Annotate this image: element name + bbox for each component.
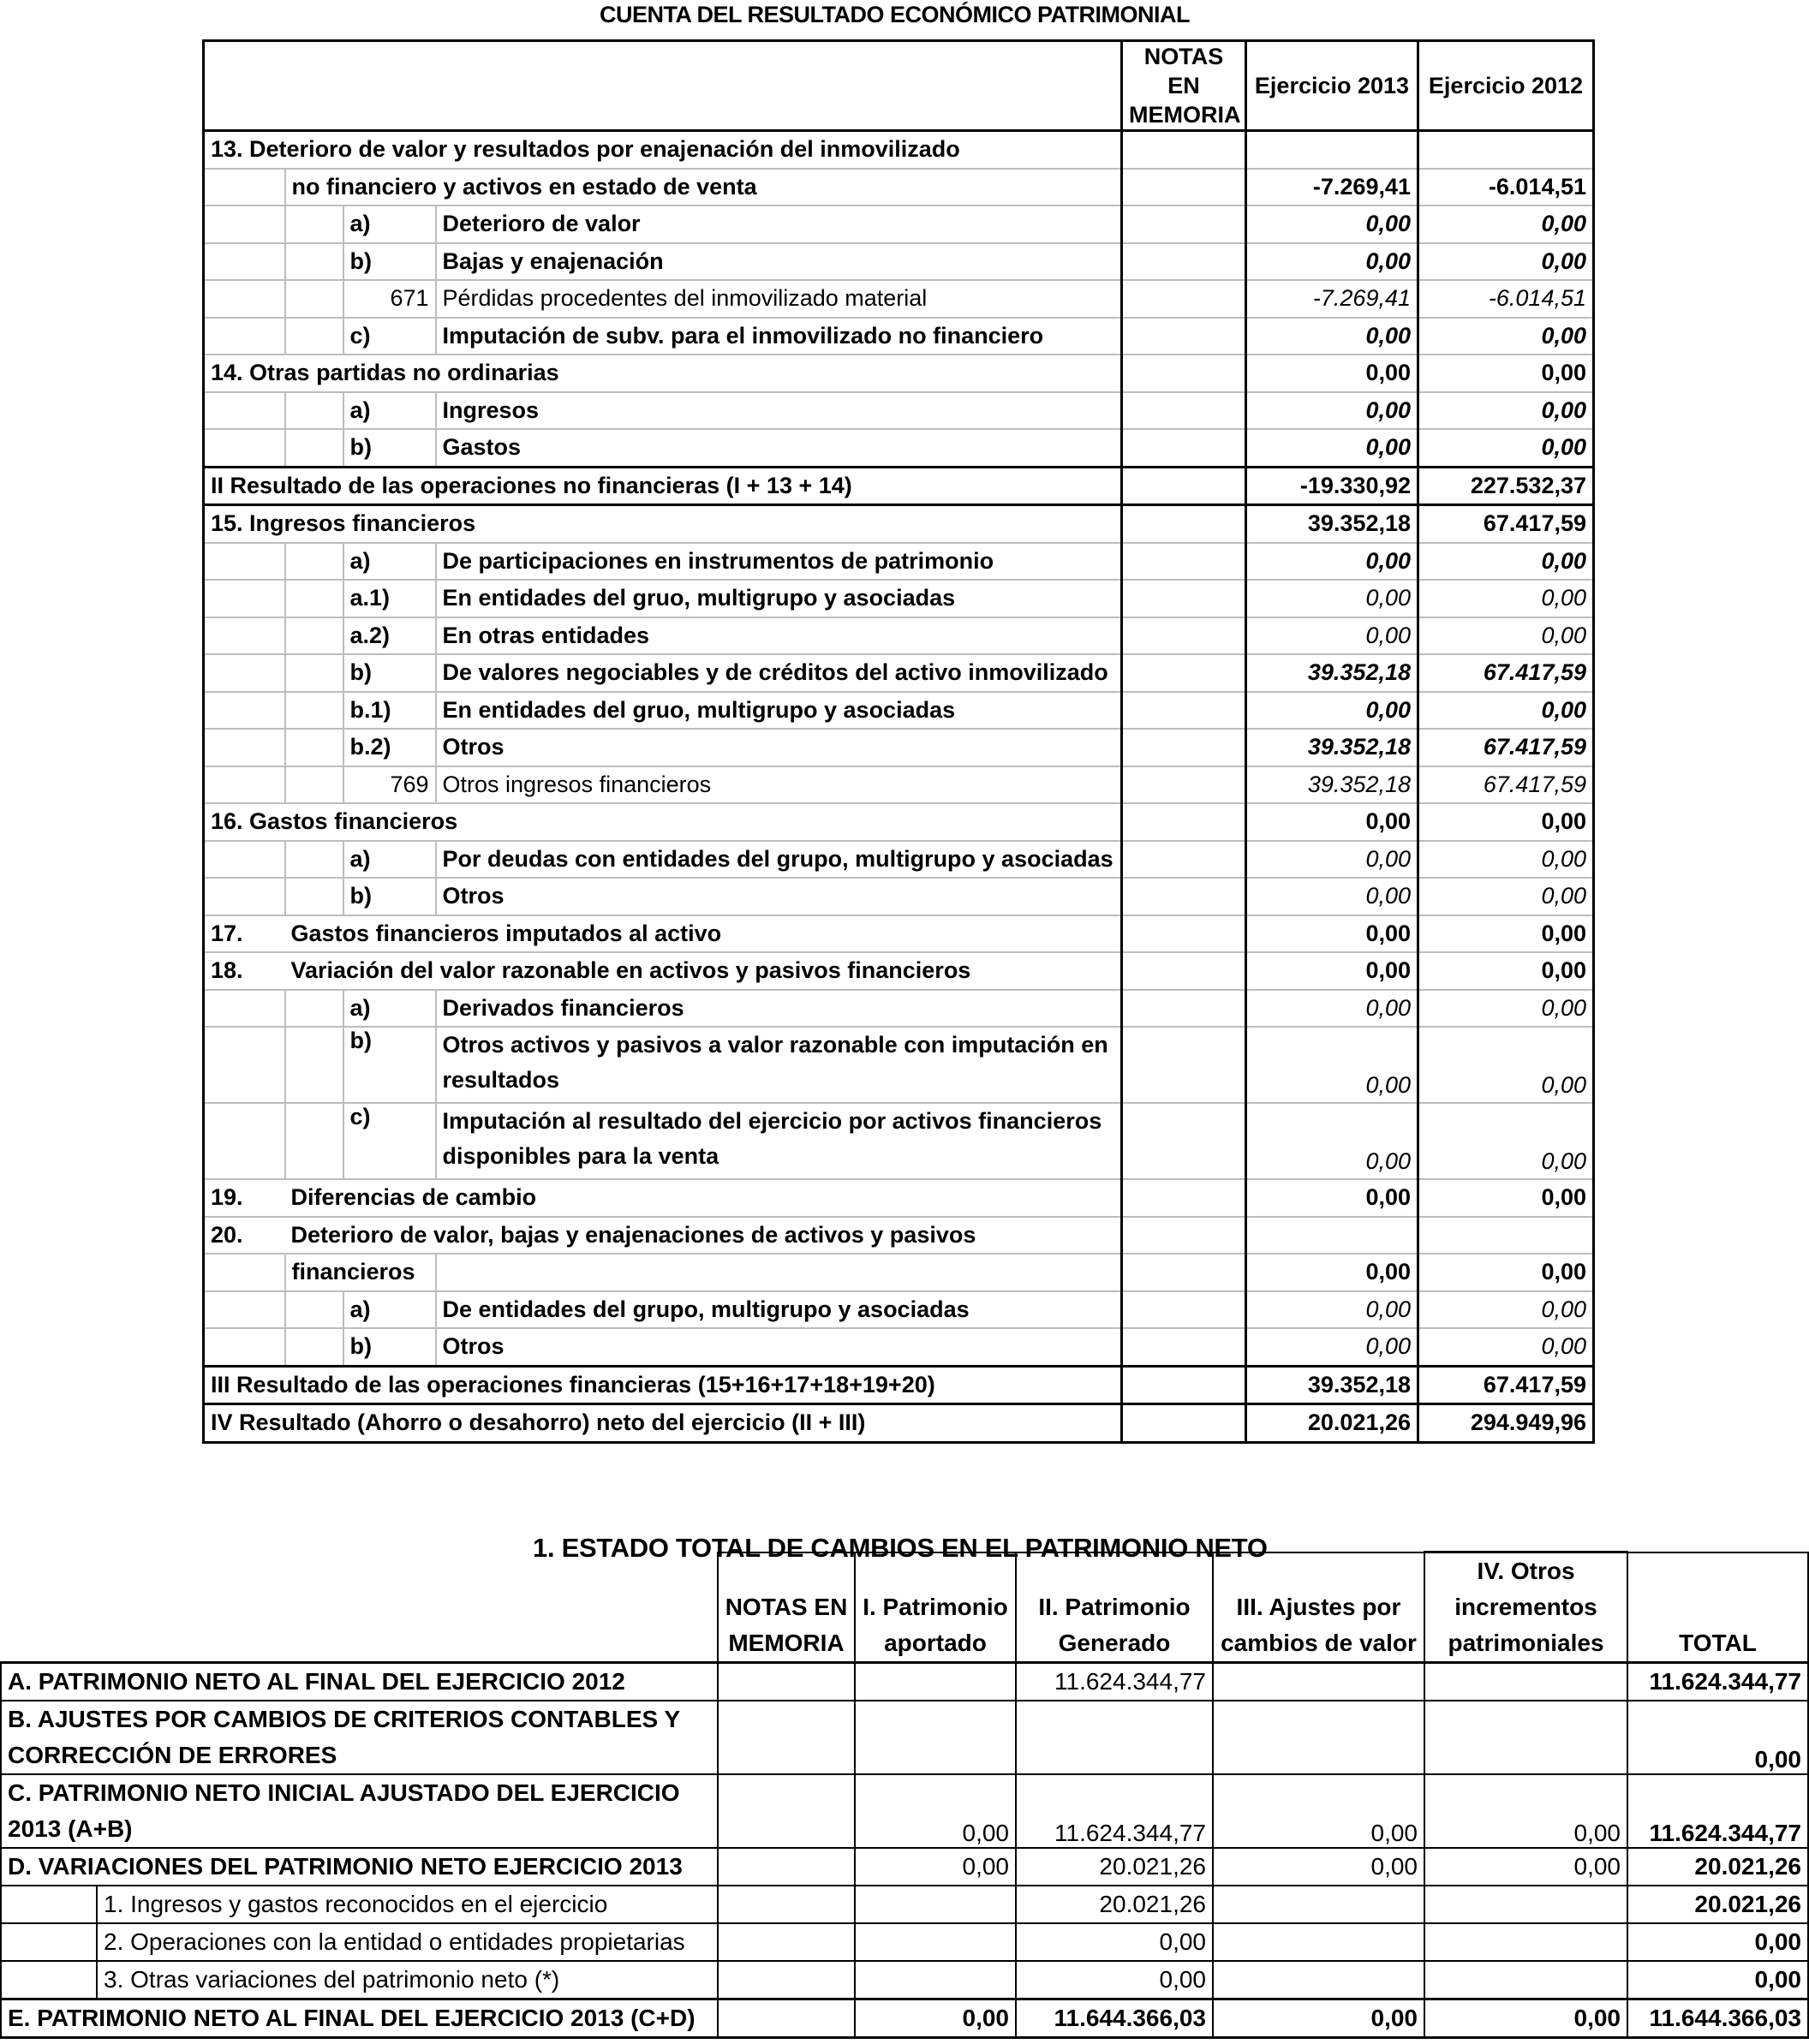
table-row bbox=[204, 580, 1594, 617]
value-2012: 0,00 bbox=[1418, 803, 1594, 841]
row-key: b) bbox=[343, 654, 436, 692]
table-row bbox=[204, 766, 1594, 804]
table-row bbox=[204, 841, 1594, 879]
row-key: a) bbox=[343, 841, 436, 879]
estado-title: 1. ESTADO TOTAL DE CAMBIOS EN EL PATRIMONIO NETO bbox=[533, 1533, 1268, 1563]
value-2013: 0,00 bbox=[1246, 990, 1418, 1028]
value-2012: 0,00 bbox=[1418, 355, 1594, 392]
value-2013: 39.352,18 bbox=[1246, 654, 1418, 692]
value-otros-incrementos: 0,00 bbox=[1424, 1999, 1627, 2038]
table-row-subtotal bbox=[204, 1366, 1594, 1404]
table-row bbox=[204, 206, 1594, 243]
row-label: B. AJUSTES POR CAMBIOS DE CRITERIOS CONTABLES Y CORRECCIÓN DE ERRORES bbox=[1, 1701, 718, 1774]
row-label: no financiero y activos en estado de venta bbox=[285, 169, 1122, 206]
table-row bbox=[204, 505, 1594, 543]
table-row-total bbox=[204, 1404, 1594, 1443]
row-label: Gastos bbox=[436, 429, 1122, 467]
value-2012: 0,00 bbox=[1418, 243, 1594, 281]
table-row bbox=[204, 429, 1594, 467]
row-label: De participaciones en instrumentos de patrimonio bbox=[436, 543, 1122, 581]
row-label: D. VARIACIONES DEL PATRIMONIO NETO EJERCICIO 2013 bbox=[1, 1848, 718, 1886]
value-total: 11.624.344,77 bbox=[1627, 1663, 1808, 1701]
estado-cambios-table bbox=[0, 1551, 1809, 2039]
row-label: III Resultado de las operaciones financieras (15+16+17+18+19+20) bbox=[204, 1366, 1122, 1404]
value-2013: 20.021,26 bbox=[1246, 1404, 1418, 1443]
row-label: Derivados financieros bbox=[436, 990, 1122, 1028]
table-row bbox=[204, 131, 1594, 169]
value-2012: 0,00 bbox=[1418, 1103, 1594, 1179]
row-label: En entidades del gruo, multigrupo y asociadas bbox=[436, 692, 1122, 730]
row-label: Otros activos y pasivos a valor razonable con imputación en resultados bbox=[436, 1027, 1122, 1103]
row-label: Imputación al resultado del ejercicio por activos financieros disponibles para la venta bbox=[436, 1103, 1122, 1179]
value-patrimonio-generado: 0,00 bbox=[1016, 1923, 1213, 1961]
value-2013: -7.269,41 bbox=[1246, 280, 1418, 318]
value-2012: 0,00 bbox=[1418, 617, 1594, 655]
value-2012: 0,00 bbox=[1418, 1328, 1594, 1366]
value-total: 0,00 bbox=[1627, 1961, 1808, 1999]
value-2012: 67.417,59 bbox=[1418, 505, 1594, 543]
table-row bbox=[204, 692, 1594, 730]
table-row bbox=[204, 392, 1594, 430]
value-2013: 0,00 bbox=[1246, 952, 1418, 990]
value-2013: 0,00 bbox=[1246, 429, 1418, 467]
row-key: b) bbox=[343, 429, 436, 467]
value-2013: 0,00 bbox=[1246, 243, 1418, 281]
row-key: a.2) bbox=[343, 617, 436, 655]
value-total: 0,00 bbox=[1627, 1701, 1808, 1774]
value-2012: 0,00 bbox=[1418, 841, 1594, 879]
value-2013: 0,00 bbox=[1246, 915, 1418, 953]
row-label: En entidades del gruo, multigrupo y asociadas bbox=[436, 580, 1122, 617]
value-2013: 0,00 bbox=[1246, 355, 1418, 392]
header-notas: NOTAS EN MEMORIA bbox=[718, 1552, 855, 1663]
row-label: 16. Gastos financieros bbox=[204, 803, 1122, 841]
row-key: a.1) bbox=[343, 580, 436, 617]
value-2013: 0,00 bbox=[1246, 692, 1418, 730]
value-2012: 0,00 bbox=[1418, 1254, 1594, 1291]
row-label: Variación del valor razonable en activos y pasivos financieros bbox=[285, 952, 1122, 990]
table-row bbox=[1, 1701, 1808, 1774]
row-label: Por deudas con entidades del grupo, multigrupo y asociadas bbox=[436, 841, 1122, 879]
value-2012: 0,00 bbox=[1418, 915, 1594, 953]
value-2012: 0,00 bbox=[1418, 318, 1594, 355]
table-row bbox=[204, 243, 1594, 281]
value-2013: 0,00 bbox=[1246, 617, 1418, 655]
table-row bbox=[204, 318, 1594, 355]
row-key: a) bbox=[343, 543, 436, 581]
header-patrimonio-aportado: I. Patrimonio aportado bbox=[855, 1552, 1016, 1663]
table-row bbox=[204, 1291, 1594, 1329]
row-label: Gastos financieros imputados al activo bbox=[285, 915, 1122, 953]
value-2012: 0,00 bbox=[1418, 952, 1594, 990]
value-2012: 0,00 bbox=[1418, 392, 1594, 430]
row-key: 17. bbox=[204, 915, 285, 953]
value-total: 20.021,26 bbox=[1627, 1848, 1808, 1886]
row-label: IV Resultado (Ahorro o desahorro) neto del ejercicio (II + III) bbox=[204, 1404, 1122, 1443]
row-label: Bajas y enajenación bbox=[436, 243, 1122, 281]
row-key: c) bbox=[343, 318, 436, 355]
value-patrimonio-generado: 20.021,26 bbox=[1016, 1886, 1213, 1923]
value-total: 11.624.344,77 bbox=[1627, 1774, 1808, 1848]
row-key: b.1) bbox=[343, 692, 436, 730]
table-row bbox=[204, 729, 1594, 766]
row-key: b.2) bbox=[343, 729, 436, 766]
table-row-total bbox=[1, 1999, 1808, 2038]
value-2012: -6.014,51 bbox=[1418, 280, 1594, 318]
row-key: b) bbox=[343, 878, 436, 915]
value-2012: 0,00 bbox=[1418, 878, 1594, 915]
row-label: Imputación de subv. para el inmovilizado no financiero bbox=[436, 318, 1122, 355]
header-notas: NOTAS EN MEMORIA bbox=[1122, 41, 1246, 131]
row-key: 20. bbox=[204, 1217, 285, 1254]
table-row-subtotal bbox=[204, 467, 1594, 505]
value-2013: 0,00 bbox=[1246, 392, 1418, 430]
value-2012: 67.417,59 bbox=[1418, 729, 1594, 766]
table-row bbox=[204, 617, 1594, 655]
row-label: 15. Ingresos financieros bbox=[204, 505, 1122, 543]
value-2013: 0,00 bbox=[1246, 1179, 1418, 1217]
value-2012: 0,00 bbox=[1418, 990, 1594, 1028]
row-label: De valores negociables y de créditos del activo inmovilizado bbox=[436, 654, 1122, 692]
value-2013: 0,00 bbox=[1246, 1291, 1418, 1329]
value-2013: 0,00 bbox=[1246, 1328, 1418, 1366]
value-2013: 0,00 bbox=[1246, 543, 1418, 581]
value-2013: -7.269,41 bbox=[1246, 169, 1418, 206]
value-2013: 39.352,18 bbox=[1246, 1366, 1418, 1404]
table-row bbox=[204, 1179, 1594, 1217]
value-2012: 0,00 bbox=[1418, 692, 1594, 730]
value-2012: 67.417,59 bbox=[1418, 1366, 1594, 1404]
row-label: 13. Deterioro de valor y resultados por enajenación del inmovilizado bbox=[204, 131, 1122, 169]
value-2012: 0,00 bbox=[1418, 206, 1594, 243]
table-row bbox=[1, 1848, 1808, 1886]
value-2013: 0,00 bbox=[1246, 1254, 1418, 1291]
value-2013: 0,00 bbox=[1246, 841, 1418, 879]
value-2012: -6.014,51 bbox=[1418, 169, 1594, 206]
header-total: TOTAL bbox=[1627, 1552, 1808, 1663]
value-patrimonio-generado: 11.644.366,03 bbox=[1016, 1999, 1213, 2038]
table-row bbox=[204, 355, 1594, 392]
cuenta-resultado-table bbox=[202, 39, 1595, 1444]
value-otros-incrementos: 0,00 bbox=[1424, 1848, 1627, 1886]
table-row bbox=[204, 803, 1594, 841]
table-row bbox=[204, 1103, 1594, 1179]
header-otros-incrementos: IV. Otros incrementos patrimoniales bbox=[1424, 1552, 1627, 1663]
row-label: En otras entidades bbox=[436, 617, 1122, 655]
row-label: De entidades del grupo, multigrupo y asociadas bbox=[436, 1291, 1122, 1329]
value-2012: 67.417,59 bbox=[1418, 654, 1594, 692]
header-patrimonio-generado: II. Patrimonio Generado bbox=[1016, 1552, 1213, 1663]
header-ajustes: III. Ajustes por cambios de valor bbox=[1213, 1552, 1424, 1663]
row-label: financieros bbox=[285, 1254, 436, 1291]
value-2013: 0,00 bbox=[1246, 206, 1418, 243]
row-key: b) bbox=[343, 1328, 436, 1366]
table-row bbox=[204, 915, 1594, 953]
table-header-row bbox=[1, 1552, 1808, 1663]
value-total: 20.021,26 bbox=[1627, 1886, 1808, 1923]
value-ajustes: 0,00 bbox=[1213, 1848, 1424, 1886]
cuenta-title: CUENTA DEL RESULTADO ECONÓMICO PATRIMONIAL bbox=[600, 2, 1190, 27]
row-label: 3. Otras variaciones del patrimonio neto (*) bbox=[97, 1961, 718, 1999]
value-2012: 67.417,59 bbox=[1418, 766, 1594, 804]
table-row bbox=[204, 1217, 1594, 1254]
row-key: a) bbox=[343, 206, 436, 243]
value-2013: 0,00 bbox=[1246, 878, 1418, 915]
row-label: Pérdidas procedentes del inmovilizado material bbox=[436, 280, 1122, 318]
value-2012: 0,00 bbox=[1418, 580, 1594, 617]
value-patrimonio-generado: 0,00 bbox=[1016, 1961, 1213, 1999]
value-patrimonio-aportado: 0,00 bbox=[855, 1774, 1016, 1848]
row-label: 1. Ingresos y gastos reconocidos en el ejercicio bbox=[97, 1886, 718, 1923]
value-total: 11.644.366,03 bbox=[1627, 1999, 1808, 2038]
table-row bbox=[204, 1328, 1594, 1366]
row-label: Deterioro de valor, bajas y enajenaciones de activos y pasivos bbox=[285, 1217, 1122, 1254]
row-label: 14. Otras partidas no ordinarias bbox=[204, 355, 1122, 392]
header-2013: Ejercicio 2013 bbox=[1246, 41, 1418, 131]
table-row bbox=[204, 1254, 1594, 1291]
header-2012: Ejercicio 2012 bbox=[1418, 41, 1594, 131]
table-row bbox=[204, 169, 1594, 206]
row-label: Ingresos bbox=[436, 392, 1122, 430]
row-label: C. PATRIMONIO NETO INICIAL AJUSTADO DEL EJERCICIO 2013 (A+B) bbox=[1, 1774, 718, 1848]
row-key: b) bbox=[343, 1027, 436, 1103]
value-ajustes: 0,00 bbox=[1213, 1774, 1424, 1848]
table-row bbox=[204, 1027, 1594, 1103]
row-key: a) bbox=[343, 392, 436, 430]
table-header-row bbox=[204, 41, 1594, 131]
row-label: Otros bbox=[436, 729, 1122, 766]
value-2012: 0,00 bbox=[1418, 543, 1594, 581]
row-label: 2. Operaciones con la entidad o entidades propietarias bbox=[97, 1923, 718, 1961]
table-row bbox=[204, 280, 1594, 318]
table-row bbox=[1, 1961, 1808, 1999]
row-key: a) bbox=[343, 1291, 436, 1329]
table-row bbox=[1, 1774, 1808, 1848]
account-code: 769 bbox=[343, 766, 436, 804]
row-label: Diferencias de cambio bbox=[285, 1179, 1122, 1217]
table-row bbox=[204, 654, 1594, 692]
row-key: 19. bbox=[204, 1179, 285, 1217]
value-2013: -19.330,92 bbox=[1246, 467, 1418, 505]
value-otros-incrementos: 0,00 bbox=[1424, 1774, 1627, 1848]
value-2013: 0,00 bbox=[1246, 580, 1418, 617]
row-key: 18. bbox=[204, 952, 285, 990]
account-code: 671 bbox=[343, 280, 436, 318]
row-label: II Resultado de las operaciones no financieras (I + 13 + 14) bbox=[204, 467, 1122, 505]
value-patrimonio-aportado: 0,00 bbox=[855, 1848, 1016, 1886]
value-2013: 0,00 bbox=[1246, 1027, 1418, 1103]
value-2012: 0,00 bbox=[1418, 1027, 1594, 1103]
value-patrimonio-aportado: 0,00 bbox=[855, 1999, 1016, 2038]
row-key: c) bbox=[343, 1103, 436, 1179]
value-2012: 0,00 bbox=[1418, 1179, 1594, 1217]
row-label: Deterioro de valor bbox=[436, 206, 1122, 243]
value-2013: 0,00 bbox=[1246, 318, 1418, 355]
row-key: a) bbox=[343, 990, 436, 1028]
row-label: E. PATRIMONIO NETO AL FINAL DEL EJERCICIO 2013 (C+D) bbox=[1, 1999, 718, 2038]
value-patrimonio-generado: 11.624.344,77 bbox=[1016, 1663, 1213, 1701]
value-2012: 0,00 bbox=[1418, 429, 1594, 467]
value-ajustes: 0,00 bbox=[1213, 1999, 1424, 2038]
row-label: Otros bbox=[436, 878, 1122, 915]
value-2013: 39.352,18 bbox=[1246, 505, 1418, 543]
row-label: Otros bbox=[436, 1328, 1122, 1366]
table-row bbox=[204, 952, 1594, 990]
value-2013: 0,00 bbox=[1246, 1103, 1418, 1179]
value-2013: 0,00 bbox=[1246, 803, 1418, 841]
row-label: Otros ingresos financieros bbox=[436, 766, 1122, 804]
value-patrimonio-generado: 20.021,26 bbox=[1016, 1848, 1213, 1886]
value-patrimonio-generado: 11.624.344,77 bbox=[1016, 1774, 1213, 1848]
table-row bbox=[204, 878, 1594, 915]
table-row bbox=[1, 1663, 1808, 1701]
value-total: 0,00 bbox=[1627, 1923, 1808, 1961]
value-2012: 227.532,37 bbox=[1418, 467, 1594, 505]
value-2012: 294.949,96 bbox=[1418, 1404, 1594, 1443]
value-2012: 0,00 bbox=[1418, 1291, 1594, 1329]
table-row bbox=[204, 990, 1594, 1028]
row-label: A. PATRIMONIO NETO AL FINAL DEL EJERCICIO 2012 bbox=[1, 1663, 718, 1701]
value-2013: 39.352,18 bbox=[1246, 729, 1418, 766]
row-key: b) bbox=[343, 243, 436, 281]
table-row bbox=[1, 1886, 1808, 1923]
table-row bbox=[204, 543, 1594, 581]
table-row bbox=[1, 1923, 1808, 1961]
value-2013: 39.352,18 bbox=[1246, 766, 1418, 804]
